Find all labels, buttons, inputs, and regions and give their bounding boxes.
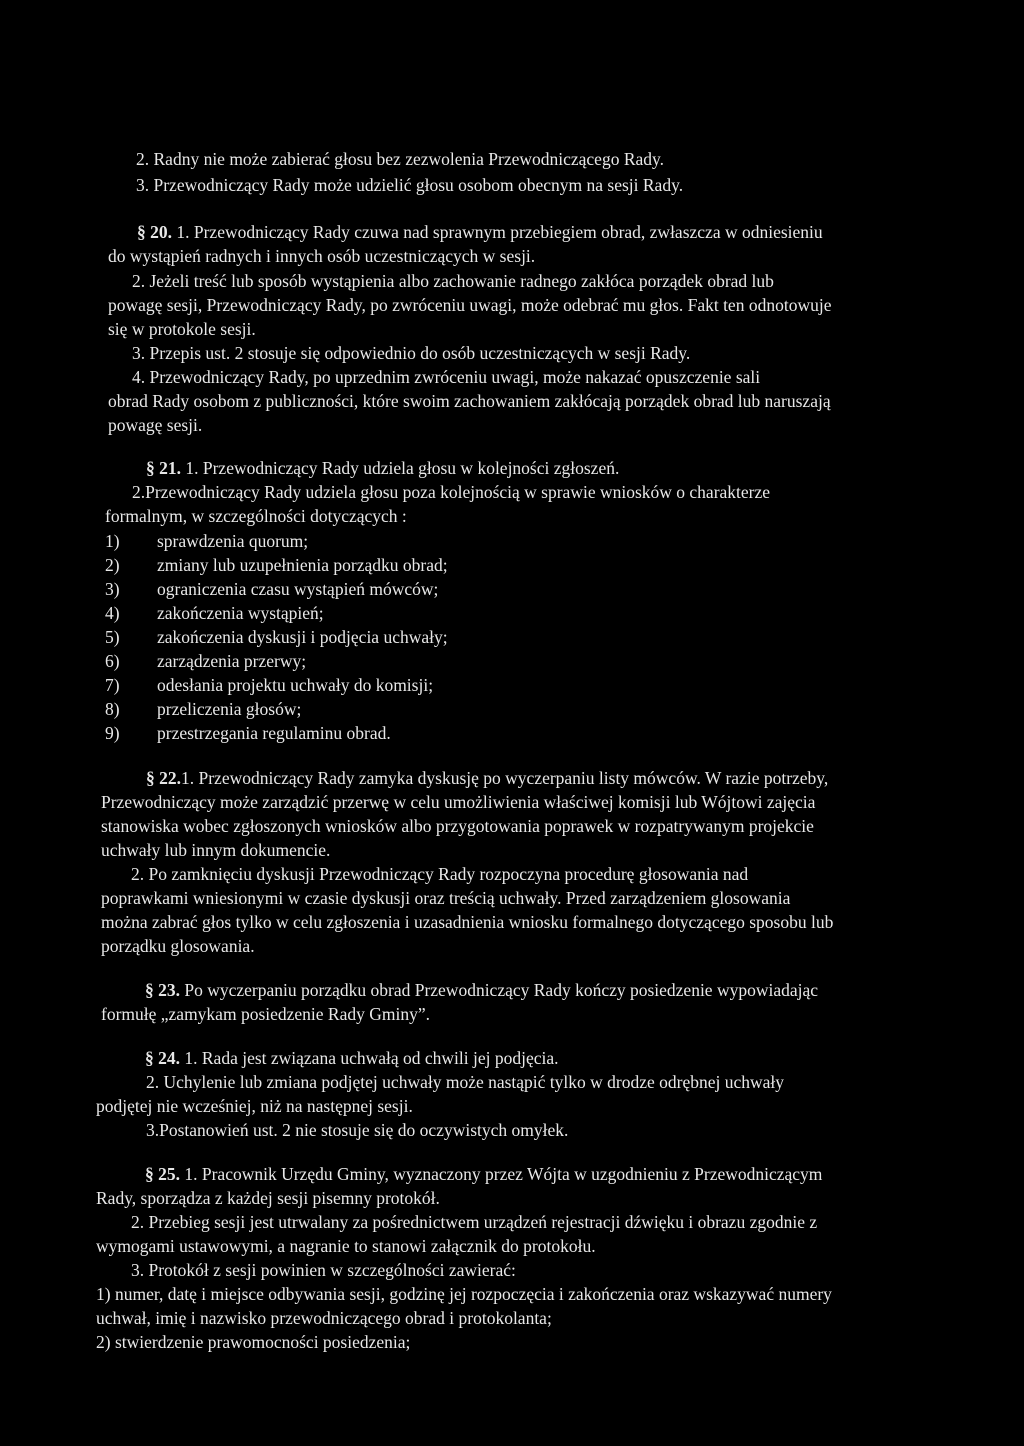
section-22-line-1 [146,767,828,789]
section-22-p1-line-4: uchwały lub innym dokumencie. [101,840,331,860]
section-20-line-1 [137,221,823,243]
section-24-line-1 [145,1047,559,1069]
list-item: 7) odesłania projektu uchwały do komisji; [105,675,434,695]
list-item: 3) ograniczenia czasu wystąpień mówców; [105,579,439,599]
section-23-text-line-1: Po wyczerpaniu porządku obrad Przewodniczący Rady kończy posiedzenie wypowiadając [184,980,819,1000]
section-20-p4-line-1: 4. Przewodniczący Rady, po uprzednim zwróceniu uwagi, może nakazać opuszczenie sali [132,367,761,387]
section-21-line-1 [146,457,619,479]
section-25-mark: § 25. [145,1164,180,1184]
section-25-item-2: 2) stwierdzenie prawomocności posiedzenia; [96,1332,411,1352]
section-21-p2-line-2: formalnym, w szczególności dotyczących : [105,506,407,526]
section-24-p2-line-2: podjętej nie wcześniej, niż na następnej sesji. [96,1096,413,1116]
section-25-p1-line-1: 1. Pracownik Urzędu Gminy, wyznaczony przez Wójta w uzgodnieniu z Przewodniczącym [184,1164,823,1184]
section-25-item-1-line-2: uchwał, imię i nazwisko przewodniczącego obrad i protokolanta; [96,1308,552,1328]
section-20-p1-line-2: do wystąpień radnych i innych osób uczestniczących w sesji. [108,246,536,266]
list-item: 6) zarządzenia przerwy; [105,651,307,671]
section-22-mark: § 22. [146,768,181,788]
section-24-p2-line-1: 2. Uchylenie lub zmiana podjętej uchwały może nastąpić tylko w drodze odrębnej uchwały [146,1072,785,1092]
section-24-p1: 1. Rada jest związana uchwałą od chwili jej podjęcia. [184,1048,559,1068]
list-item: 2) zmiany lub uzupełnienia porządku obrad; [105,555,448,575]
section-22-p2-line-4: porządku glosowania. [101,936,255,956]
section-20-mark: § 20. [137,222,172,242]
section-20-p2-line-2: powagę sesji, Przewodniczący Rady, po zwróceniu uwagi, może odebrać mu głos. Fakt ten odnotowuje [108,295,832,315]
section-25-p2-line-1: 2. Przebieg sesji jest utrwalany za pośrednictwem urządzeń rejestracji dźwięku i obrazu zgodnie z [131,1212,818,1232]
section-23-mark: § 23. [145,980,180,1000]
section-25-line-1 [145,1163,822,1185]
section-20-p3: 3. Przepis ust. 2 stosuje się odpowiednio do osób uczestniczących w sesji Rady. [132,343,691,363]
paragraph-19-2: 2. Radny nie może zabierać głosu bez zezwolenia Przewodniczącego Rady. [136,149,665,169]
list-item: 5) zakończenia dyskusji i podjęcia uchwały; [105,627,448,647]
section-22-p2-line-1: 2. Po zamknięciu dyskusji Przewodniczący Rady rozpoczyna procedurę głosowania nad [131,864,749,884]
section-25-p1-line-2: Rady, sporządza z każdej sesji pisemny protokół. [96,1188,440,1208]
section-22-p1-line-2: Przewodniczący może zarządzić przerwę w celu umożliwienia właściwej komisji lub Wójtowi zajęcia [101,792,816,812]
section-25-p2-line-2: wymogami ustawowymi, a nagranie to stanowi załącznik do protokołu. [96,1236,596,1256]
section-20-p2-line-3: się w protokole sesji. [108,319,256,339]
list-item: 8) przeliczenia głosów; [105,699,302,719]
section-20-p4-line-2: obrad Rady osobom z publiczności, które swoim zachowaniem zakłócają porządek obrad lub naruszają [108,391,831,411]
section-21-p1: 1. Przewodniczący Rady udziela głosu w kolejności zgłoszeń. [185,458,620,478]
section-21-mark: § 21. [146,458,181,478]
list-item: 9) przestrzegania regulaminu obrad. [105,723,391,743]
section-20-p4-line-3: powagę sesji. [108,415,203,435]
section-25-item-1-line-1: 1) numer, datę i miejsce odbywania sesji, godzinę jej rozpoczęcia i zakończenia oraz wskazywać numery [96,1284,832,1304]
section-22-p1-line-1: 1. Przewodniczący Rady zamyka dyskusję po wyczerpaniu listy mówców. W razie potrzeby, [181,768,829,788]
section-23-text-line-2: formułę „zamykam posiedzenie Rady Gminy”. [101,1004,430,1024]
section-23-line-1 [145,979,818,1001]
section-24-p3: 3.Postanowień ust. 2 nie stosuje się do oczywistych omyłek. [146,1120,569,1140]
section-20-p2-line-1: 2. Jeżeli treść lub sposób wystąpienia albo zachowanie radnego zakłóca porządek obrad lub [132,271,774,291]
section-22-p1-line-3: stanowiska wobec zgłoszonych wniosków albo przygotowania poprawek w rozpatrywanym projekcie [101,816,814,836]
list-item: 1) sprawdzenia quorum; [105,531,309,551]
section-25-p3: 3. Protokół z sesji powinien w szczególności zawierać: [131,1260,516,1280]
section-24-mark: § 24. [145,1048,180,1068]
paragraph-19-3: 3. Przewodniczący Rady może udzielić głosu osobom obecnym na sesji Rady. [136,175,684,195]
section-22-p2-line-3: można zabrać głos tylko w celu zgłoszenia i uzasadnienia wniosku formalnego dotyczącego sposobu lub [101,912,834,932]
section-20-p1-line-1: 1. Przewodniczący Rady czuwa nad sprawnym przebiegiem obrad, zwłaszcza w odniesieniu [176,222,823,242]
section-22-p2-line-2: poprawkami wniesionymi w czasie dyskusji oraz treścią uchwały. Przed zarządzeniem glosowania [101,888,791,908]
list-item: 4) zakończenia wystąpień; [105,603,324,623]
section-21-p2-line-1: 2.Przewodniczący Rady udziela głosu poza kolejnością w sprawie wniosków o charakterze [132,482,771,502]
